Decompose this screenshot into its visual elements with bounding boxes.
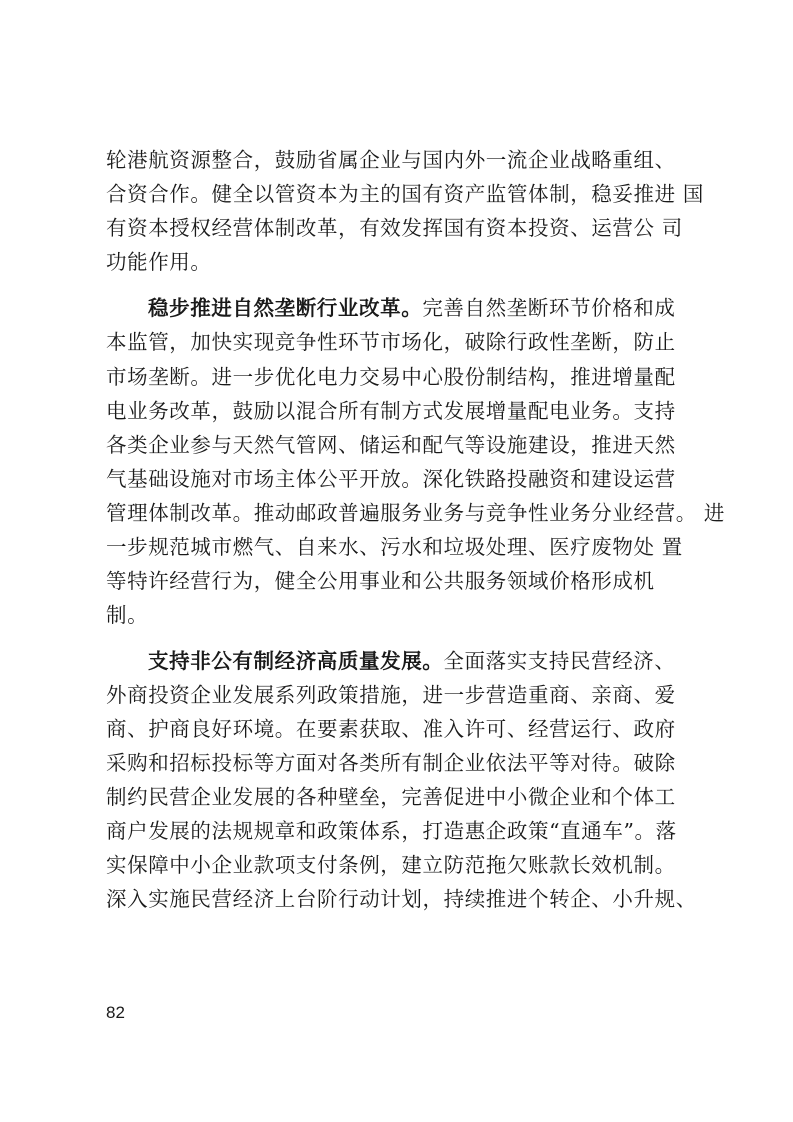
paragraph-line: 功能作用。	[106, 250, 212, 274]
paragraph-line: 轮港航资源整合，鼓励省属企业与国内外一流企业战略重组、	[106, 148, 676, 172]
paragraph-line: 各类企业参与天然气管网、储运和配气等设施建设，推进天然	[106, 433, 676, 457]
paragraph-line: 制约民营企业发展的各种壁垒，完善促进中小微企业和个体工	[106, 785, 676, 809]
section-first-line-text: 全面落实支持民营经济、	[443, 649, 676, 673]
page-number: 82	[106, 1003, 125, 1022]
paragraph-line: 市场垄断。进一步优化电力交易中心股份制结构，推进增量配	[106, 365, 676, 389]
paragraph-line: 管理体制改革。推动邮政普遍服务业务与竞争性业务分业经营。 进	[106, 501, 726, 525]
paragraph-line: 本监管，加快实现竞争性环节市场化，破除行政性垄断，防止	[106, 330, 676, 354]
paragraph-line: 商、护商良好环境。在要素获取、准入许可、经营运行、政府	[106, 717, 676, 741]
paragraph-line: 采购和招标投标等方面对各类所有制企业依法平等对待。破除	[106, 751, 676, 775]
paragraph-line: 等特许经营行为，健全公用事业和公共服务领域价格形成机	[106, 569, 655, 593]
paragraph-line: 制。	[106, 603, 149, 627]
paragraph-line: 合资合作。健全以管资本为主的国有资产监管体制，稳妥推进 国	[106, 182, 704, 206]
section-heading: 支持非公有制经济高质量发展。	[148, 649, 444, 673]
paragraph-line: 商户发展的法规规章和政策体系，打造惠企政策“直通车”。落	[106, 819, 677, 843]
paragraph-line: 一步规范城市燃气、自来水、污水和垃圾处理、医疗废物处 置	[106, 535, 683, 559]
section-first-line-text: 完善自然垄断环节价格和成	[422, 296, 676, 320]
section-first-line	[148, 296, 676, 320]
paragraph-line: 电业务改革，鼓励以混合所有制方式发展增量配电业务。支持	[106, 399, 676, 423]
section-heading: 稳步推进自然垄断行业改革。	[148, 296, 423, 320]
paragraph-line: 气基础设施对市场主体公平开放。深化铁路投融资和建设运营	[106, 467, 676, 491]
paragraph-line: 实保障中小企业款项支付条例，建立防范拖欠账款长效机制。	[106, 853, 676, 877]
section-first-line	[148, 649, 676, 673]
paragraph-line: 有资本授权经营体制改革，有效发挥国有资本投资、运营公 司	[106, 216, 683, 240]
paragraph-line: 外商投资企业发展系列政策措施，进一步营造重商、亲商、爱	[106, 683, 676, 707]
paragraph-line: 深入实施民营经济上台阶行动计划，持续推进个转企、小升规、	[106, 887, 697, 911]
